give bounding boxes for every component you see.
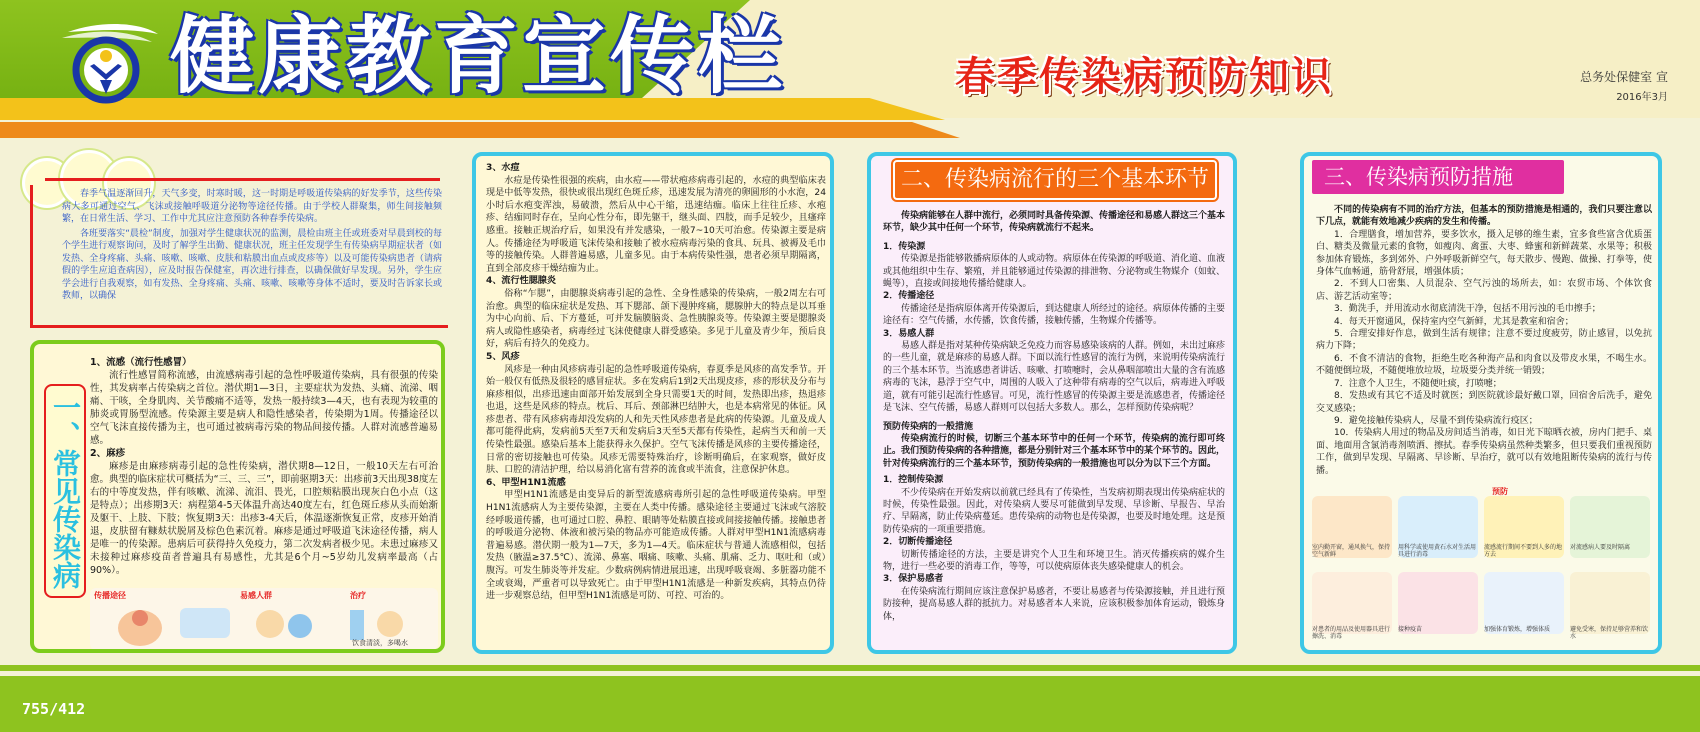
health-logo-icon: [60, 18, 160, 104]
source-title: 1．传染源: [883, 241, 926, 252]
prevention-item-8: 8．发热或有其它不适及时就医；到医院就诊最好戴口罩，回宿舍后洗手，避免交叉感染；: [1316, 391, 1652, 414]
transmission-intro: 传染病能够在人群中流行，必须同时具备传染源、传播途径和易感人群这三个基本环节，缺少其中任何一个环节，传染病就流行不起来。: [883, 211, 1226, 234]
measles-title: 2、麻疹: [90, 448, 126, 459]
measure-2-text: 切断传播途径的方法，主要是讲究个人卫生和环境卫生。消灭传播疾病的媒介生物，进行一些必要的消毒工作，等等，可以使病原体丧失感染健康人的机会。: [883, 549, 1225, 572]
measure-1-text: 不少传染病在开始发病以前就已经具有了传染性，当发病初期表现出传染病症状的时候，传染性最强。因此，对传染病人要尽可能做到早发现、早诊断、早报告、早治疗、早隔离，防止传染病蔓延。患传染病的动物也是传染源，也要及时地处理。这是预防传染病的一项重要措施。: [883, 487, 1226, 535]
intro-paragraph-1: 春季气温逐渐回升，天气多变，时寒时暖，这一时期是呼吸道传染病的好发季节，这些传染病大多可通过空气、飞沫或接触呼吸道分泌物等途径传播。由于学校人群聚集，师生间接触频繁，在日常生活、学习、工作中尤其应注意预防各种春季传染病。: [62, 189, 442, 224]
image-code: 755/412: [22, 700, 86, 718]
common-diseases-panel: [30, 340, 445, 653]
illus-vaccine: [1398, 572, 1478, 634]
illus-caption-8: 避免受寒，保持足够营养和饮水: [1570, 626, 1649, 640]
measure-2-title: 2．切断传播途径: [883, 537, 953, 548]
prevention-item-3: 3．勤洗手，并用流动水彻底清洗干净，包括不用污浊的毛巾擦手；: [1334, 304, 1601, 315]
route-title: 2．传播途径: [883, 291, 935, 302]
measure-3-text: 在传染病流行期间应该注意保护易感者，不要让易感者与传染源接触，并且进行预防接种，提高易感人群的抵抗力。对易感者本人来说，应该积极参加体育运动，锻炼身体，: [883, 586, 1226, 622]
panel4-text: [1316, 204, 1652, 477]
illus-nutrition: [1570, 572, 1650, 634]
illus-clean-items: [1312, 572, 1392, 634]
prevention-item-9: 9．避免接触传染病人，尽量不到传染病流行疫区；: [1334, 415, 1538, 426]
prevention-item-1: 1．合理膳食，增加营养，要多饮水，摄入足够的维生素，宜多食些富含优质蛋白、糖类及微量元素的食物，如瘦肉、禽蛋、大枣、蜂蜜和新鲜蔬菜、水果等；积极参加体育锻炼，多到郊外、户外呼吸新鲜空气，每天散步、慢跑、做操、打拳等，使身体气血畅通，筋骨舒展，增强体质；: [1316, 229, 1652, 278]
flu-text: 流行性感冒简称流感，由流感病毒引起的急性呼吸道传染病，具有很强的传染性，其发病率占传染病之首位。潜伏期1—3日，主要症状为发热、头痛、流涕、咽痛、干咳，全身肌肉、关节酸痛不适等，发热一般持续3—4天，也有表现为较重的肺炎或胃肠型流感。传染源主要是病人和隐性感染者，传染期为1周。传播途径以空气飞沫直接传播为主，也可通过被病毒污染的物品间接传播。人群对流感普遍易感。: [90, 370, 438, 446]
date-label: 2016年3月: [1616, 92, 1668, 103]
prevention-illustrations: [1312, 486, 1652, 650]
susceptible-title: 3．易感人群: [883, 328, 935, 339]
mumps-title: 4、流行性腮腺炎: [486, 276, 556, 287]
illus-exercise: [1484, 572, 1564, 634]
rubella-title: 5、风疹: [486, 351, 520, 362]
section-label-common-diseases: 一、常见传染病: [44, 384, 86, 598]
intro-text: [62, 188, 442, 303]
rubella-text: 风疹是一种由风疹病毒引起的急性呼吸道传染病，春夏季是风疹的高发季节。开始一般仅有低热及很轻的感冒症状。多在发病后1到2天出现皮疹，疹的形状及分布与麻疹相似，出疹迅速由面部开始发展到全身只需要1天的时间，发热即出疹，热退疹也退，这些是风疹的特点。枕后、耳后、颈部淋巴结肿大，也是本病常见的体征。风疹患者、带有风疹病毒却没发病的人和先天性风疹患者是此病的传染源。儿童及成人都可能得此病，发病前5天至7天和发病后3天至5天都有传染性，起病当天和前一天传染性最强。感染后基本上能获得永久保护。空气飞沫传播是风疹的主要传播途径，日常的密切接触也可传染。风疹无需要特殊治疗，诊断明确后，在家观察，做好皮肤、口腔的清洁护理，给以易消化富有营养的流食或半流食，注意保护休息。: [486, 364, 826, 476]
prevention-item-7: 7．注意个人卫生，不随便吐痰，打喷嚏；: [1334, 378, 1502, 389]
illus-label-susceptible: 易感人群: [240, 591, 272, 600]
illus-caption-2: 用科学或使用黄石水对生活用具进行消毒: [1398, 544, 1477, 558]
illus-caption-5: 对患者的用品及使用器具进行擦洗、消毒: [1312, 626, 1391, 640]
prevention-item-10: 10．传染病人用过的物品及房间适当消毒，如日光下晾晒衣被，房内门把手、桌面、地面用含氯消毒剂喷洒、擦拭。春季传染病虽然种类繁多，但只要我们重视预防工作，做到早发现、早隔离、早诊断、早治疗，就可以有效地阻断传染病的流行与传播。: [1316, 428, 1652, 476]
footer-band: [0, 676, 1700, 732]
route-text: 传播途径是指病原体离开传染源后，到达健康人所经过的途径。病原体传播的主要途径有：空气传播，水传播，饮食传播，接触传播，生物媒介传播等。: [883, 303, 1226, 327]
illus-label-treatment: 治疗: [350, 591, 366, 600]
prevent-intro: 传染病流行的时候，切断三个基本环节中的任何一个环节，传染病的流行即可终止。我们预防传染病的各种措施，都是分别针对三个基本环节中的某个环节的。因此，针对传染病流行的三个基本环节，预防传染病的一般措施也可以分为以下三个方面。: [883, 433, 1226, 469]
illus-label-transmission: 传播途径: [94, 591, 126, 600]
illus-caption-3: 流感流行期间不要到人多的地方去: [1484, 544, 1563, 558]
panel2-text: [486, 162, 826, 603]
credit-label: 总务处保健室 宣: [1580, 70, 1668, 84]
prevention-item-5: 5．合理安排好作息，做到生活有规律；注意不要过度疲劳，防止感冒，以免抗病力下降；: [1316, 329, 1652, 352]
susceptible-text: 易感人群是指对某种传染病缺乏免疫力而容易感染该病的人群。例如，未出过麻疹的一些儿童，就是麻疹的易感人群。下面以流行性感冒的流行为例，来说明传染病流行的三个基本环节。当流感患者讲话、咳嗽、打喷嚏时，会从鼻咽部喷出大量的含有流感病毒的飞沫，悬浮于空气中，周围的人吸入了这种带有病毒的空气以后，病毒进入呼吸道，就有可能引起流行性感冒。可见，流行性感冒的传染源主要是流感患者，传播途径是飞沫、空气传播，易感人群则可以包括大多数人。那么，怎样预防传染病呢？: [883, 341, 1226, 414]
measles-text: 麻疹是由麻疹病毒引起的急性传染病，潜伏期8—12日，一般10天左右可治愈。典型的临床症状可概括为“三、三、三”，即前驱期3天：出疹前3天出现38度左右的中等度发热，伴有咳嗽、流涕、流泪、畏光，口腔颊粘膜出现灰白色小点（这是特点）；出疹期3天：病程第4-5天体温升高达40度左右，红色斑丘疹从头而始渐及躯干、上肢、下肢；恢复期3天：出疹3-4天后，体温逐渐恢复正常，皮疹开始消退，皮肤留有糠麸状脱屑及棕色色素沉着。麻疹是通过呼吸道飞沫途径传播，病人是唯一的传染源。患病后可获得持久免疫力，第二次发病者极少见。未患过麻疹又未接种过麻疹疫苗者普遍具有易感性，尤其是6个月~5岁幼儿发病率最高（占90%）。: [90, 461, 438, 576]
section-banner-transmission: 二、传染病流行的三个基本环节: [893, 160, 1217, 200]
h1n1-text: 甲型H1N1流感是由变异后的新型流感病毒所引起的急性呼吸道传染病。甲型H1N1流感病人为主要传染源，主要在人类中传播。感染途径主要通过飞沫或气溶胶经呼吸道传播，也可通过口腔、鼻腔、眼睛等处粘膜直接或间接接触传播。接触患者的呼吸道分泌物、体液和被污染的物品亦可能造成传播。人群对甲型H1N1流感病毒普遍易感。潜伏期一般为1—7天，多为1—4天。临床症状与普通人流感相似，包括发热（腋温≥37.5℃）、流涕、鼻塞、咽痛、咳嗽、头痛、肌痛、乏力、呕吐和（或）腹泻。可发生肺炎等并发症。少数病例病情进展迅速，出现呼吸衰竭、多脏器功能不全或衰竭，严重者可以导致死亡。由于甲型H1N1流感是一种新发疾病，其特点仍待进一步观察总结，但甲型H1N1流感是可防、可控、可治的。: [486, 490, 826, 602]
panel3-text: [883, 210, 1225, 623]
prevention-item-6: 6．不食不清洁的食物，拒绝生吃各种海产品和肉食以及带皮水果，不喝生水。不随便倒垃圾，不随便堆放垃圾，垃圾要分类并统一销毁；: [1316, 353, 1652, 377]
illus-caption-1: 室内勤开窗，通风换气，保持空气新鲜: [1312, 544, 1391, 558]
section-banner-prevention: 三、传染病预防措施: [1312, 160, 1564, 194]
illus-header: 预防: [1492, 487, 1508, 496]
page-subtitle: 春季传染病预防知识: [955, 53, 1333, 100]
page-title: 健康教育宣传栏: [170, 6, 787, 105]
illus-caption-6: 接种疫苗: [1398, 626, 1423, 633]
panel1-text: [90, 356, 438, 577]
flu-illustration: [90, 588, 438, 650]
diseases-detail-panel: [472, 152, 834, 654]
measure-1-title: 1．控制传染源: [883, 475, 944, 486]
prevention-measures-panel: [1300, 152, 1662, 654]
flu-title: 1、流感（流行性感冒）: [90, 357, 192, 368]
footer-line: [0, 665, 1700, 671]
intro-divider: [45, 178, 440, 181]
transmission-links-panel: [867, 152, 1237, 654]
header-orange-stripe: [0, 122, 960, 138]
prevention-item-2: 2．不到人口密集、人员混杂、空气污浊的场所去，如：农贸市场、个体饮食店、游艺活动室等；: [1316, 279, 1652, 302]
h1n1-title: 6、甲型H1N1流感: [486, 477, 566, 488]
illus-caption-7: 加强体育锻炼，增强体质: [1484, 626, 1551, 633]
illus-caption: 饮食清淡，多喝水: [352, 639, 408, 647]
prevention-intro: 不同的传染病有不同的治疗方法，但基本的预防措施是相通的，我们只要注意以下几点，就能有效地减少疾病的发生和传播。: [1316, 205, 1652, 228]
prevention-item-4: 4．每天开窗通风，保持室内空气新鲜，尤其是教室和宿舍；: [1334, 316, 1574, 327]
mumps-text: 俗称“乍腮”，由腮腺炎病毒引起的急性、全身性感染的传染病，一般2周左右可治愈。典型的临床症状是发热、耳下腮部、颌下漫肿疼痛，腮腺肿大的特点是以耳垂为中心向前、后、下方蔓延，可并发脑膜脑炎、急性胰腺炎等。传染源主要是腮腺炎病人或隐性感染者，病毒经过飞沫使健康人群受感染。多见于儿童及青少年，预后良好，病后有持久的免疫力。: [486, 288, 826, 350]
chickenpox-title: 3、水痘: [486, 163, 520, 173]
illus-caption-4: 对流感病人要及时隔离: [1570, 544, 1631, 551]
prevent-title: 预防传染病的一般措施: [883, 421, 974, 432]
measure-3-title: 3．保护易感者: [883, 574, 944, 585]
intro-paragraph-2: 各班要落实“晨检”制度，加强对学生健康状况的监测，晨检由班主任或班委对早晨到校的每个学生进行观察询问，及时了解学生出勤、健康状况，班主任发现学生有传染病早期症状者（如发热、全身疼痛、头痛、咳嗽、咳嗽、皮肤和粘膜出血点或皮疹等）以及可能传染病患者（请病假的学生应追查病因），应及时报告保健室，再次进行排查，以确保做好早发现。另外，学生应学会进行自我观察，如有发热、全身疼痛、头痛、咳嗽、咳嗽等身体不适时，要及时告诉家长或教师，以确保: [62, 228, 442, 301]
source-text: 传染源是指能够散播病原体的人或动物。病原体在传染源的呼吸道、消化道、血液或其他组织中生存、繁殖，并且能够通过传染源的排泄物、分泌物或生物媒介（如蚊、蝇等），直接或间接地传播给健康人。: [883, 254, 1226, 290]
chickenpox-text: 水痘是传染性很强的疾病，由水痘——带状疱疹病毒引起的，水痘的典型临床表现是中低等发热，很快或很出现红色斑丘疹，迅速发展为清亮的卵圆形的小水泡，24小时后水疱变浑浊，易破溃，然后从中心干缩，迅速结痂。临床上往往丘疹、水疱疹、结痂同时存在，呈向心性分布，即先躯干，继头面、四肢，而手足较少，且瘙痒感重。接触正规治疗后，如果没有并发感染，一般7~10天可治愈。传染源主要是病人。传播途径为呼吸道飞沫传染和接触了被水痘病毒污染的食具、玩具、被褥及毛巾等的接触传染。人群普遍易感，儿童多见。由于本病传染性强，患者必须早期隔离，直到全部皮疹干燥结痂为止。: [486, 175, 826, 274]
